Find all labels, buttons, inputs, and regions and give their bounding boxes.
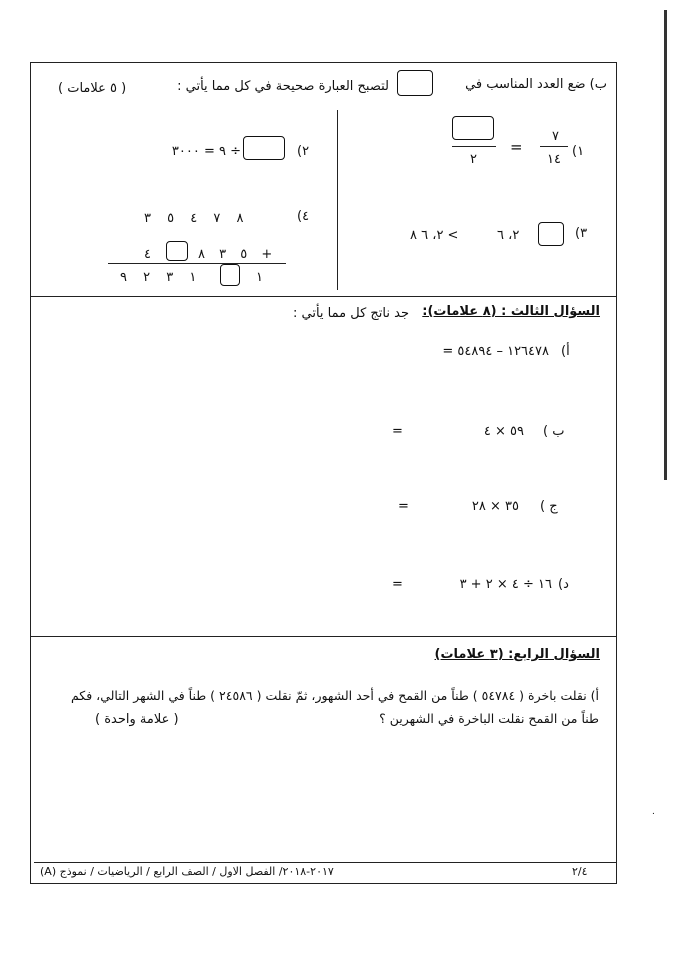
instruction-answer-box [397, 70, 433, 96]
q4-sum-line [108, 263, 286, 264]
q3-answer-box[interactable] [538, 222, 564, 246]
section-4-title: السؤال الرابع: (٣ علامات) [434, 647, 600, 662]
q1-fraction-numerator: ٧ [552, 129, 559, 144]
q2-answer-box[interactable] [243, 136, 285, 160]
q3c-equals: = [398, 499, 409, 514]
page-frame [30, 62, 617, 884]
q1-answer-bar [452, 146, 496, 147]
q4-row2-right: ٥ ٣ ٨ + [198, 247, 273, 262]
q4-row3-left: ١ ٣ ٢ ٩ [120, 270, 197, 285]
q1-answer-box[interactable] [452, 116, 494, 140]
q3d-expression: ١٦ ÷ ٤ × ٢ + ٣ [459, 577, 552, 592]
q3c-expression: ٣٥ × ٢٨ [471, 499, 519, 514]
separator-b-3 [30, 296, 617, 297]
q1-number: ١) [572, 144, 585, 159]
q4-number: ٤) [297, 209, 310, 224]
q1-denominator: ٢ [470, 152, 477, 167]
stray-mark: ٠ [651, 809, 656, 819]
q3b-equals: = [392, 424, 403, 439]
q3-number: ٣) [575, 226, 588, 241]
q3-right-number: ٢، ٦ [497, 228, 520, 243]
section-3-title: السؤال الثالث : (٨ علامات): [422, 304, 600, 319]
q3-comparison: ٢، ٦ ٨ < [410, 228, 459, 243]
q3b-expression: ٥٩ × ٤ [483, 424, 524, 439]
q4-row2-box[interactable] [166, 241, 188, 261]
q4-row1: ٨ ٧ ٤ ٥ ٣ [144, 211, 244, 226]
section-4-question-line2: طناً من القمح نقلت الباخرة في الشهرين ؟ [379, 711, 599, 726]
section-4-marks: ( علامة واحدة ) [95, 712, 179, 727]
q3c-label: ج ) [540, 499, 558, 514]
q4-row3-box[interactable] [220, 264, 240, 286]
q1-equals: = [510, 138, 523, 156]
scan-edge-line [664, 10, 667, 480]
q4-row3-right: ١ [256, 270, 263, 285]
q4-row2-left: ٤ [144, 247, 151, 262]
section-b-instruction: ب) ضع العدد المناسب في [465, 77, 607, 92]
q1-fraction-bar [540, 146, 568, 147]
footer-line [34, 862, 616, 863]
q3a-label: أ) [561, 344, 570, 359]
q3a-expression: ١٢٦٤٧٨ – ٥٤٨٩٤ = [442, 344, 549, 359]
separator-3-4 [30, 636, 617, 637]
section-b-instruction-rest: لتصبح العبارة صحيحة في كل مما يأتي : [177, 79, 389, 94]
section-4-question-line1: أ) نقلت باخرة ( ٥٤٧٨٤ ) طناً من القمح في أحد الشهور، ثمّ نقلت ( ٢٤٥٨٦ ) طناً في الشهر التالي، فكم [70, 688, 599, 703]
q3d-equals: = [392, 577, 403, 592]
section-b-marks: ( ٥ علامات ) [58, 81, 127, 96]
footer-page-number: ٢/٤ [572, 865, 588, 878]
q1-fraction-denominator: ١٤ [547, 152, 561, 167]
q3d-label: د) [558, 577, 569, 592]
q3b-label: ب ) [543, 424, 565, 439]
section-b-divider [337, 110, 338, 290]
footer-info: ٢٠١٧-٢٠١٨/ الفصل الاول / الصف الرابع / الرياضيات / نموذج (A) [40, 865, 334, 878]
q2-expression: ÷ ٩ = ٣٠٠٠ [171, 144, 241, 159]
q2-number: ٢) [297, 144, 310, 159]
section-3-instruction: جد ناتج كل مما يأتي : [293, 306, 409, 321]
